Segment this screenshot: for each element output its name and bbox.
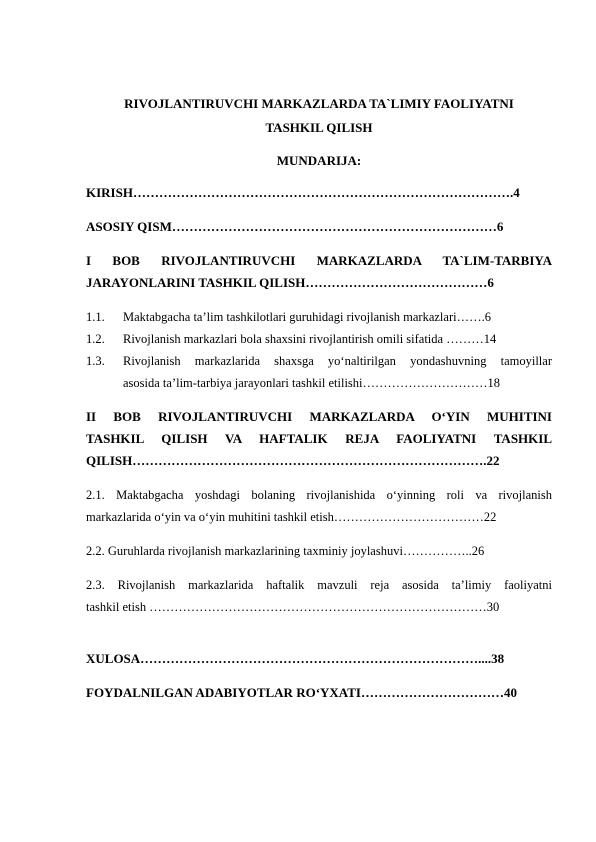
toc-entry-2-3: [86, 576, 552, 616]
toc-entry-2-2: 2.2. Guruhlarda rivojlanish markazlarining taxminiy joylashuvi……………..26: [86, 544, 485, 558]
toc-entry-xulosa: XULOSA……………………………………………………………………....38: [86, 651, 505, 666]
toc-number: 1.3.: [86, 354, 105, 368]
toc-entry-bob1-line1: I BOB RIVOJLANTIRUVCHI MARKAZLARDA TA`LIM-TARBIYA: [86, 253, 552, 268]
toc-entry-1-3: [86, 352, 552, 396]
toc-text-line2: markazlarida o‘yin va o‘yin muhitini tashkil etish………………………………22: [86, 510, 497, 524]
toc-text: Maktabgacha ta’lim tashkilotlari guruhidagi rivojlanish markazlari…….6: [123, 310, 491, 324]
toc-text-line1: 2.1. Maktabgacha yoshdagi bolaning rivojlanishida o‘yinning roli va rivojlanish: [86, 488, 552, 502]
toc-entry-2-1: [86, 486, 552, 526]
toc-entry-bob1-line2: JARAYONLARINI TASHKIL QILISH……………………………………6: [86, 275, 494, 290]
toc-entry-kirish: KIRISH…………………………………………………………………………….4: [86, 185, 520, 200]
toc-number: 1.1.: [86, 310, 105, 324]
toc-number: 1.2.: [86, 332, 105, 346]
toc-text-line2: tashkil etish ………………………………………………………………………30: [86, 600, 500, 614]
toc-entry-asosiy-qism: ASOSIY QISM…………………………………………………………………6: [86, 219, 504, 234]
toc-text: Rivojlanish markazlari bola shaxsini rivojlantirish omili sifatida ………14: [123, 332, 497, 346]
toc-text-line1: Rivojlanish markazlarida shaxsga yo‘naltirilgan yondashuvning tamoyillar: [123, 354, 552, 368]
toc-entry-bob2-line1: II BOB RIVOJLANTIRUVCHI MARKAZLARDA O‘YIN MUHITINI: [86, 409, 552, 424]
document-title-line2: TASHKIL QILISH: [265, 120, 373, 135]
toc-text-line2: asosida ta’lim-tarbiya jarayonlari tashkil etilishi…………………………18: [123, 376, 501, 390]
toc-entry-adabiyotlar: FOYDALNILGAN ADABIYOTLAR RO‘YXATI……………………………40: [86, 685, 517, 700]
contents-heading: MUNDARIJA:: [276, 153, 362, 168]
toc-text-line1: 2.3. Rivojlanish markazlarida haftalik mavzuli reja asosida ta’limiy faoliyatni: [86, 578, 552, 592]
toc-entry-bob2-line3: QILISH……………………………………………………………………….22: [86, 453, 500, 468]
document-title-line1: RIVOJLANTIRUVCHI MARKAZLARDA TA`LIMIY FAOLIYATNI: [124, 96, 514, 111]
toc-entry-bob2-line2: TASHKIL QILISH VA HAFTALIK REJA FAOLIYATNI TASHKIL: [86, 431, 552, 446]
